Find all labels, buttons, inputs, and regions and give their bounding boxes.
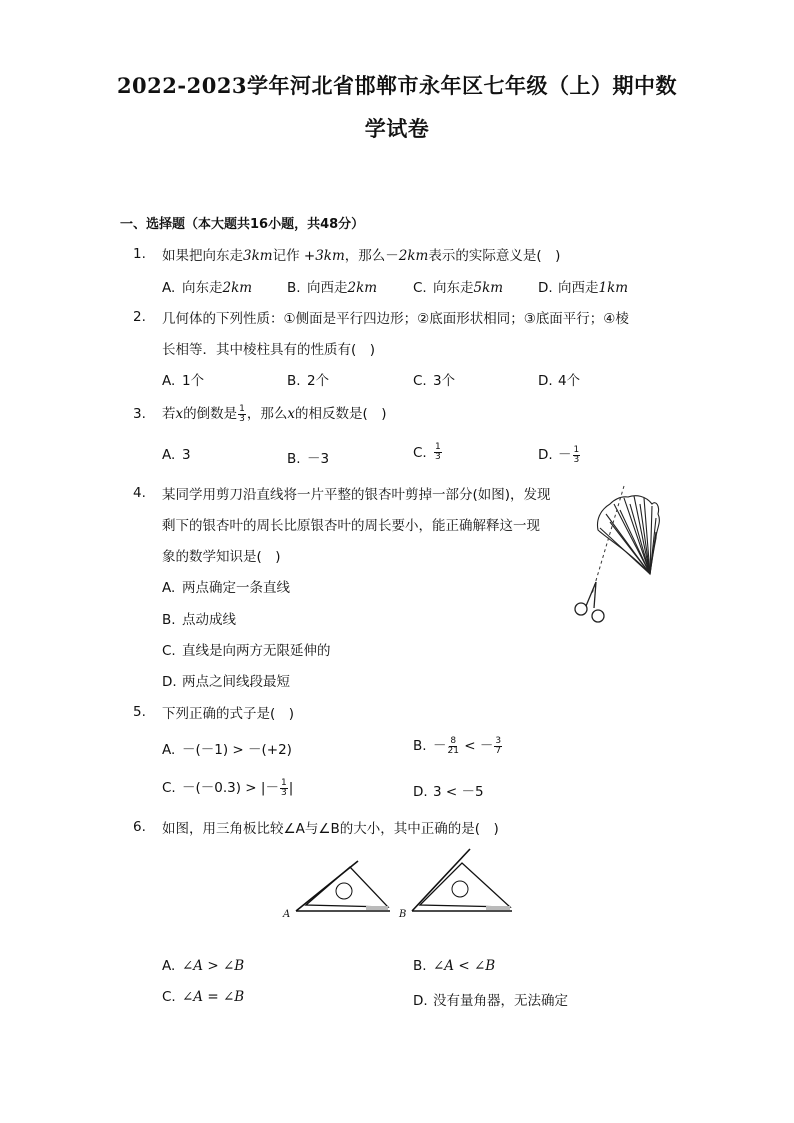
option-c[interactable]: [413, 443, 443, 462]
text-segment: 若: [162, 406, 176, 422]
question-text: 如图，用三角板比较∠A与∠B的大小，其中正确的是( ): [162, 821, 499, 837]
question-number: 4.: [133, 485, 146, 501]
option-label: C.: [162, 989, 176, 1005]
denominator: 3: [573, 454, 580, 465]
question-text: [162, 402, 387, 424]
cut-line: [592, 486, 624, 594]
option-c[interactable]: [162, 776, 293, 798]
question-text: [162, 244, 560, 264]
option-b[interactable]: [162, 608, 236, 628]
option-label: B.: [287, 280, 301, 296]
minus-sign: －: [433, 738, 447, 754]
question-number: 1.: [133, 246, 146, 262]
math-value: 2km: [398, 248, 429, 264]
fraction: [238, 405, 246, 424]
denominator: 21: [447, 745, 459, 756]
option-b[interactable]: [287, 276, 377, 296]
question-text-line2: 剩下的银杏叶的周长比原银杏叶的周长要小，能正确解释这一现: [162, 518, 540, 534]
option-d[interactable]: [413, 989, 568, 1009]
option-text: －3: [307, 451, 330, 467]
math-value: 3km: [243, 248, 273, 264]
numerator: 8: [450, 735, 457, 746]
numerator: 1: [239, 403, 245, 414]
option-label: B.: [287, 451, 301, 467]
text-segment: 如果把向东走: [162, 248, 243, 264]
option-text: 4个: [558, 373, 581, 389]
section-heading: 一、选择题（本大题共16小题，共48分）: [120, 217, 365, 232]
text-segment: ，那么: [246, 406, 288, 422]
numerator: 1: [435, 442, 441, 452]
option-label: A.: [162, 742, 176, 758]
option-d[interactable]: [538, 369, 580, 389]
option-label: C.: [162, 780, 176, 796]
question-text-line1: 某同学用剪刀沿直线将一片平整的银杏叶剪掉一部分(如图)，发现: [162, 487, 551, 503]
triangle-ruler-figure: [280, 845, 520, 925]
math-variable: x: [287, 406, 295, 422]
option-c[interactable]: [413, 369, 455, 389]
math-value: 5km: [473, 280, 504, 296]
option-d[interactable]: [538, 443, 581, 465]
numerator: 1: [280, 777, 287, 788]
fraction: [280, 779, 288, 798]
text-segment: ，那么－: [344, 248, 399, 264]
math-value: 2km: [222, 280, 253, 296]
fraction: [448, 737, 459, 756]
option-text: 直线是向两方无限延伸的: [182, 643, 331, 659]
denominator: 3: [435, 452, 441, 462]
option-a[interactable]: [162, 447, 191, 463]
text-segment: |: [288, 780, 294, 796]
option-text: 点动成线: [182, 612, 236, 628]
math-value: 3km: [315, 248, 345, 264]
question-text: 下列正确的式子是( ): [162, 706, 295, 722]
option-label: D.: [538, 373, 553, 389]
option-label: A.: [162, 447, 176, 463]
question-text-line3: 象的数学知识是( ): [162, 549, 281, 565]
denominator: 3: [239, 413, 245, 424]
option-a[interactable]: [162, 576, 290, 596]
option-d[interactable]: [538, 276, 628, 296]
option-label: D.: [538, 447, 553, 463]
option-c[interactable]: [162, 639, 331, 659]
option-b[interactable]: [287, 447, 329, 467]
option-c[interactable]: [413, 276, 503, 296]
option-label: C.: [413, 373, 427, 389]
math-value: 1km: [598, 280, 629, 296]
option-text: 1个: [182, 373, 205, 389]
option-label: D.: [413, 784, 428, 800]
option-text: 3个: [433, 373, 456, 389]
option-label: B.: [287, 373, 301, 389]
option-d[interactable]: [162, 670, 290, 690]
option-text: 两点之间线段最短: [182, 674, 290, 690]
option-label: A.: [162, 958, 176, 974]
option-text: ∠A = ∠B: [182, 989, 245, 1005]
option-label: C.: [162, 643, 176, 659]
option-label: C.: [413, 280, 427, 296]
option-a[interactable]: [162, 958, 244, 974]
option-d[interactable]: [413, 780, 484, 800]
option-text: ∠A > ∠B: [182, 958, 245, 974]
option-text: 3: [182, 447, 191, 463]
question-number: 2.: [133, 309, 146, 325]
option-b[interactable]: [413, 734, 503, 756]
text-segment: 的相反数是( ): [294, 406, 387, 422]
option-c[interactable]: [162, 989, 244, 1005]
option-text: 2个: [307, 373, 330, 389]
option-label: A.: [162, 280, 176, 296]
angle-a-diagram: [296, 861, 390, 911]
option-label: A.: [162, 373, 176, 389]
option-text: 没有量角器，无法确定: [433, 993, 568, 1009]
option-a[interactable]: [162, 738, 292, 758]
option-text: 3 < －5: [433, 784, 484, 800]
scissors-icon: [575, 582, 604, 622]
math-variable: x: [175, 406, 184, 422]
option-a[interactable]: [162, 276, 252, 296]
question-text-line2: 长相等．其中棱柱具有的性质有( ): [162, 342, 376, 358]
numerator: 3: [495, 735, 502, 746]
option-label: D.: [162, 674, 177, 690]
option-text: ∠A < ∠B: [433, 958, 496, 974]
option-b[interactable]: [413, 958, 495, 974]
denominator: 7: [495, 745, 502, 756]
option-text: 两点确定一条直线: [182, 580, 290, 596]
option-label: D.: [413, 993, 428, 1009]
option-text: 向东走: [182, 280, 223, 296]
option-text: －(－1) > －(+2): [182, 742, 292, 758]
math-value: 2km: [347, 280, 378, 296]
option-text: 向西走: [307, 280, 348, 296]
question-number: 6.: [133, 819, 146, 835]
fraction: [434, 443, 442, 462]
numerator: 1: [573, 444, 580, 455]
fraction: [573, 446, 581, 465]
text-segment: < －: [459, 738, 494, 754]
question-number: 3.: [133, 406, 146, 422]
text-segment: －(－0.3) > |－: [182, 780, 279, 796]
option-label: D.: [538, 280, 553, 296]
option-label: C.: [413, 444, 427, 461]
ginkgo-leaf-figure: [570, 482, 670, 632]
minus-sign: －: [558, 447, 572, 463]
option-label: B.: [413, 958, 427, 974]
angle-b-diagram: [412, 849, 512, 911]
angle-a-label: A: [283, 909, 291, 920]
fraction: [494, 737, 502, 756]
option-label: A.: [162, 580, 176, 596]
text-segment: 表示的实际意义是( ): [428, 248, 561, 264]
text-segment: 的倒数是: [183, 406, 238, 422]
option-text: 向东走: [433, 280, 474, 296]
option-label: B.: [162, 612, 176, 628]
question-text-line1: 几何体的下列性质：①侧面是平行四边形；②底面形状相同；③底面平行；④棱: [162, 311, 629, 327]
denominator: 3: [280, 787, 287, 798]
document-title-line2: 学试卷: [364, 116, 430, 141]
ginkgo-leaf-icon: [598, 496, 660, 574]
option-a[interactable]: [162, 369, 204, 389]
angle-b-label: B: [399, 909, 407, 920]
option-b[interactable]: [287, 369, 329, 389]
document-title-line1: 2022-2023学年河北省邯郸市永年区七年级（上）期中数: [116, 73, 678, 98]
text-segment: 记作 +: [272, 248, 316, 264]
option-label: B.: [413, 738, 427, 754]
question-number: 5.: [133, 704, 146, 720]
option-text: 向西走: [558, 280, 599, 296]
